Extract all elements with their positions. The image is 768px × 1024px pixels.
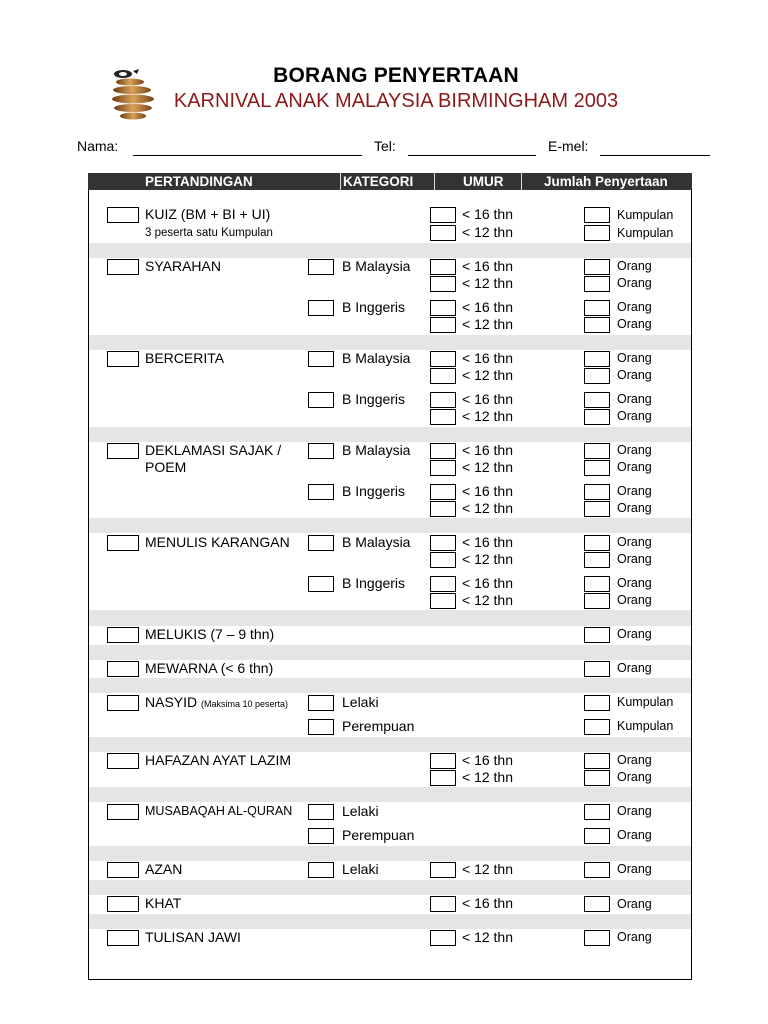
azan-12-checkbox[interactable] [430,862,456,878]
deklamasi-bi-12-count[interactable] [584,501,610,517]
age-label: < 16 thn [462,350,513,366]
musabaqah-lelaki-label: Lelaki [342,803,379,819]
col-kategori: KATEGORI [343,174,414,189]
syarahan-bi-16-count[interactable] [584,300,610,316]
kuiz-note: 3 peserta satu Kumpulan [145,227,273,239]
karangan-bm-16-count[interactable] [584,535,610,551]
unit-label: Orang [617,593,652,607]
unit-label: Orang [617,259,652,273]
azan-lelaki-checkbox[interactable] [308,862,334,878]
row-separator [89,335,691,350]
row-separator [89,846,691,861]
unit-label: Kumpulan [617,695,674,709]
row-separator [89,645,691,660]
jawi-count[interactable] [584,930,610,946]
row-separator [89,427,691,442]
deklamasi-bm-16-count[interactable] [584,443,610,459]
age-label: < 12 thn [462,408,513,424]
musabaqah-perempuan-checkbox[interactable] [308,828,334,844]
deklamasi-bm-12-checkbox[interactable] [430,460,456,476]
azan-checkbox[interactable] [107,862,139,878]
age-label: < 16 thn [462,483,513,499]
tel-field[interactable] [408,155,536,156]
melukis-checkbox[interactable] [107,627,139,643]
unit-label: Orang [617,627,652,641]
row-separator [89,518,691,533]
table-header [88,173,692,190]
unit-label: Orang [617,317,652,331]
syarahan-bm-label: B Malaysia [342,258,411,274]
unit-label: Orang [617,351,652,365]
unit-label: Orang [617,897,652,911]
khat-16-checkbox[interactable] [430,896,456,912]
age-label: < 16 thn [462,575,513,591]
nama-label: Nama: [77,138,119,154]
row-separator [89,914,691,929]
syarahan-bi-checkbox[interactable] [308,300,334,316]
kuiz-age-16: < 16 thn [462,206,513,222]
syarahan-bm-checkbox[interactable] [308,259,334,275]
tel-label: Tel: [374,138,396,154]
age-label: < 16 thn [462,534,513,550]
karangan-bi-label: B Inggeris [342,575,406,591]
karangan-checkbox[interactable] [107,535,139,551]
nasyid-note: (Maksima 10 peserta) [201,699,289,709]
khat-checkbox[interactable] [107,896,139,912]
deklamasi-bm-label: B Malaysia [342,442,411,458]
unit-label: Orang [617,576,652,590]
deklamasi-bi-12-checkbox[interactable] [430,501,456,517]
bercerita-bm-label: B Malaysia [342,350,411,366]
azan-count[interactable] [584,862,610,878]
hafazan-name: HAFAZAN AYAT LAZIM [145,752,291,768]
bercerita-bi-label: B Inggeris [342,391,406,407]
hafazan-16-checkbox[interactable] [430,753,456,769]
bercerita-bi-checkbox[interactable] [308,392,334,408]
deklamasi-bm-12-count[interactable] [584,460,610,476]
musabaqah-lelaki-checkbox[interactable] [308,804,334,820]
row-separator [89,610,691,626]
email-label: E-mel: [548,138,589,154]
age-label: < 12 thn [462,500,513,516]
bercerita-bm-12-count[interactable] [584,368,610,384]
nasyid-lelaki-count[interactable] [584,695,610,711]
mewarna-checkbox[interactable] [107,661,139,677]
kuiz-name: KUIZ (BM + BI + UI) [145,206,271,222]
kuiz-age-12-checkbox[interactable] [430,225,456,241]
unit-label: Orang [617,368,652,382]
age-label: < 16 thn [462,442,513,458]
unit-label: Orang [617,501,652,515]
age-label: < 16 thn [462,299,513,315]
syarahan-bm-12-checkbox[interactable] [430,276,456,292]
syarahan-checkbox[interactable] [107,259,139,275]
unit-label: Kumpulan [617,719,674,733]
karangan-bm-label: B Malaysia [342,534,411,550]
unit-label: Orang [617,770,652,784]
karangan-bi-16-count[interactable] [584,576,610,592]
mewarna-count[interactable] [584,661,610,677]
unit-label: Orang [617,552,652,566]
unit-label: Orang [617,828,652,842]
event-subtitle: KARNIVAL ANAK MALAYSIA BIRMINGHAM 2003 [173,90,619,112]
nasyid-checkbox[interactable] [107,695,139,711]
hafazan-checkbox[interactable] [107,753,139,769]
age-label: < 12 thn [462,929,513,945]
age-label: < 12 thn [462,592,513,608]
karangan-name: MENULIS KARANGAN [145,534,290,550]
unit-label: Orang [617,484,652,498]
karangan-bm-12-checkbox[interactable] [430,552,456,568]
karangan-bi-16-checkbox[interactable] [430,576,456,592]
row-separator [89,678,691,693]
musabaqah-name: MUSABAQAH AL-QURAN [145,804,293,818]
musabaqah-checkbox[interactable] [107,804,139,820]
melukis-count[interactable] [584,627,610,643]
nasyid-perempuan-count[interactable] [584,719,610,735]
col-jumlah: Jumlah Penyertaan [544,174,668,189]
bercerita-bm-checkbox[interactable] [308,351,334,367]
hafazan-16-count[interactable] [584,753,610,769]
melukis-name: MELUKIS (7 – 9 thn) [145,626,275,642]
karangan-bm-checkbox[interactable] [308,535,334,551]
unit-label: Orang [617,443,652,457]
unit-label: Orang [617,862,652,876]
nasyid-lelaki-checkbox[interactable] [308,695,334,711]
nasyid-name [145,694,288,713]
unit-label: Orang [617,276,652,290]
musabaqah-perempuan-label: Perempuan [342,827,415,843]
age-label: < 12 thn [462,367,513,383]
bercerita-bi-12-count[interactable] [584,409,610,425]
age-label: < 16 thn [462,895,513,911]
khat-name: KHAT [145,895,182,911]
age-label: < 12 thn [462,551,513,567]
nama-field[interactable] [133,155,362,156]
nasyid-perempuan-checkbox[interactable] [308,719,334,735]
deklamasi-bi-16-count[interactable] [584,484,610,500]
nasyid-perempuan-label: Perempuan [342,718,415,734]
karangan-bi-12-checkbox[interactable] [430,593,456,609]
deklamasi-bi-16-checkbox[interactable] [430,484,456,500]
karangan-bm-12-count[interactable] [584,552,610,568]
deklamasi-name: POEM [145,459,187,475]
deklamasi-bm-16-checkbox[interactable] [430,443,456,459]
row-separator [89,880,691,895]
bercerita-name: BERCERITA [145,350,225,366]
azan-lelaki-label: Lelaki [342,861,379,877]
khat-count[interactable] [584,896,610,912]
col-umur: UMUR [463,174,504,189]
karangan-bi-12-count[interactable] [584,593,610,609]
hafazan-12-checkbox[interactable] [430,770,456,786]
unit-label: Orang [617,460,652,474]
karangan-bm-16-checkbox[interactable] [430,535,456,551]
age-label: < 16 thn [462,752,513,768]
kuiz-count-16-field[interactable] [584,207,610,223]
age-label: < 12 thn [462,769,513,785]
deklamasi-bm-checkbox[interactable] [308,443,334,459]
jawi-name: TULISAN JAWI [145,929,241,945]
syarahan-name: SYARAHAN [145,258,221,274]
jawi-checkbox[interactable] [107,930,139,946]
kuiz-unit: Kumpulan [617,208,674,222]
karangan-bi-checkbox[interactable] [308,576,334,592]
kuiz-age-16-checkbox[interactable] [430,207,456,223]
unit-label: Orang [617,753,652,767]
age-label: < 12 thn [462,459,513,475]
row-separator [89,243,691,258]
unit-label: Orang [617,661,652,675]
deklamasi-name: DEKLAMASI SAJAK / [145,442,282,458]
age-label: < 16 thn [462,258,513,274]
mewarna-name: MEWARNA (< 6 thn) [145,660,274,676]
syarahan-bi-12-count[interactable] [584,317,610,333]
form-title: BORANG PENYERTAAN [273,64,519,87]
jawi-12-checkbox[interactable] [430,930,456,946]
bercerita-bm-16-checkbox[interactable] [430,351,456,367]
musabaqah-perempuan-count[interactable] [584,828,610,844]
syarahan-bi-12-checkbox[interactable] [430,317,456,333]
bercerita-bm-12-checkbox[interactable] [430,368,456,384]
row-separator [89,787,691,802]
unit-label: Orang [617,804,652,818]
unit-label: Orang [617,930,652,944]
musabaqah-lelaki-count[interactable] [584,804,610,820]
deklamasi-bi-label: B Inggeris [342,483,406,499]
unit-label: Orang [617,300,652,314]
kuiz-unit: Kumpulan [617,226,674,240]
age-label: < 12 thn [462,861,513,877]
hafazan-12-count[interactable] [584,770,610,786]
email-field[interactable] [600,155,710,156]
bercerita-bi-16-checkbox[interactable] [430,392,456,408]
age-label: < 12 thn [462,316,513,332]
deklamasi-bi-checkbox[interactable] [308,484,334,500]
row-separator [89,737,691,752]
syarahan-bm-16-count[interactable] [584,259,610,275]
syarahan-bm-12-count[interactable] [584,276,610,292]
bercerita-bi-16-count[interactable] [584,392,610,408]
col-pertandingan: PERTANDINGAN [145,174,253,189]
bercerita-checkbox[interactable] [107,351,139,367]
deklamasi-checkbox[interactable] [107,443,139,459]
age-label: < 12 thn [462,275,513,291]
bercerita-bi-12-checkbox[interactable] [430,409,456,425]
azan-name: AZAN [145,861,183,877]
syarahan-bi-label: B Inggeris [342,299,406,315]
kuiz-age-12: < 12 thn [462,224,513,240]
unit-label: Orang [617,535,652,549]
nasyid-name-text: NASYID [145,694,198,710]
unit-label: Orang [617,392,652,406]
age-label: < 16 thn [462,391,513,407]
kuiz-checkbox[interactable] [107,207,139,223]
syarahan-bm-16-checkbox[interactable] [430,259,456,275]
kuiz-count-12-field[interactable] [584,225,610,241]
bercerita-bm-16-count[interactable] [584,351,610,367]
nasyid-lelaki-label: Lelaki [342,694,379,710]
syarahan-bi-16-checkbox[interactable] [430,300,456,316]
unit-label: Orang [617,409,652,423]
